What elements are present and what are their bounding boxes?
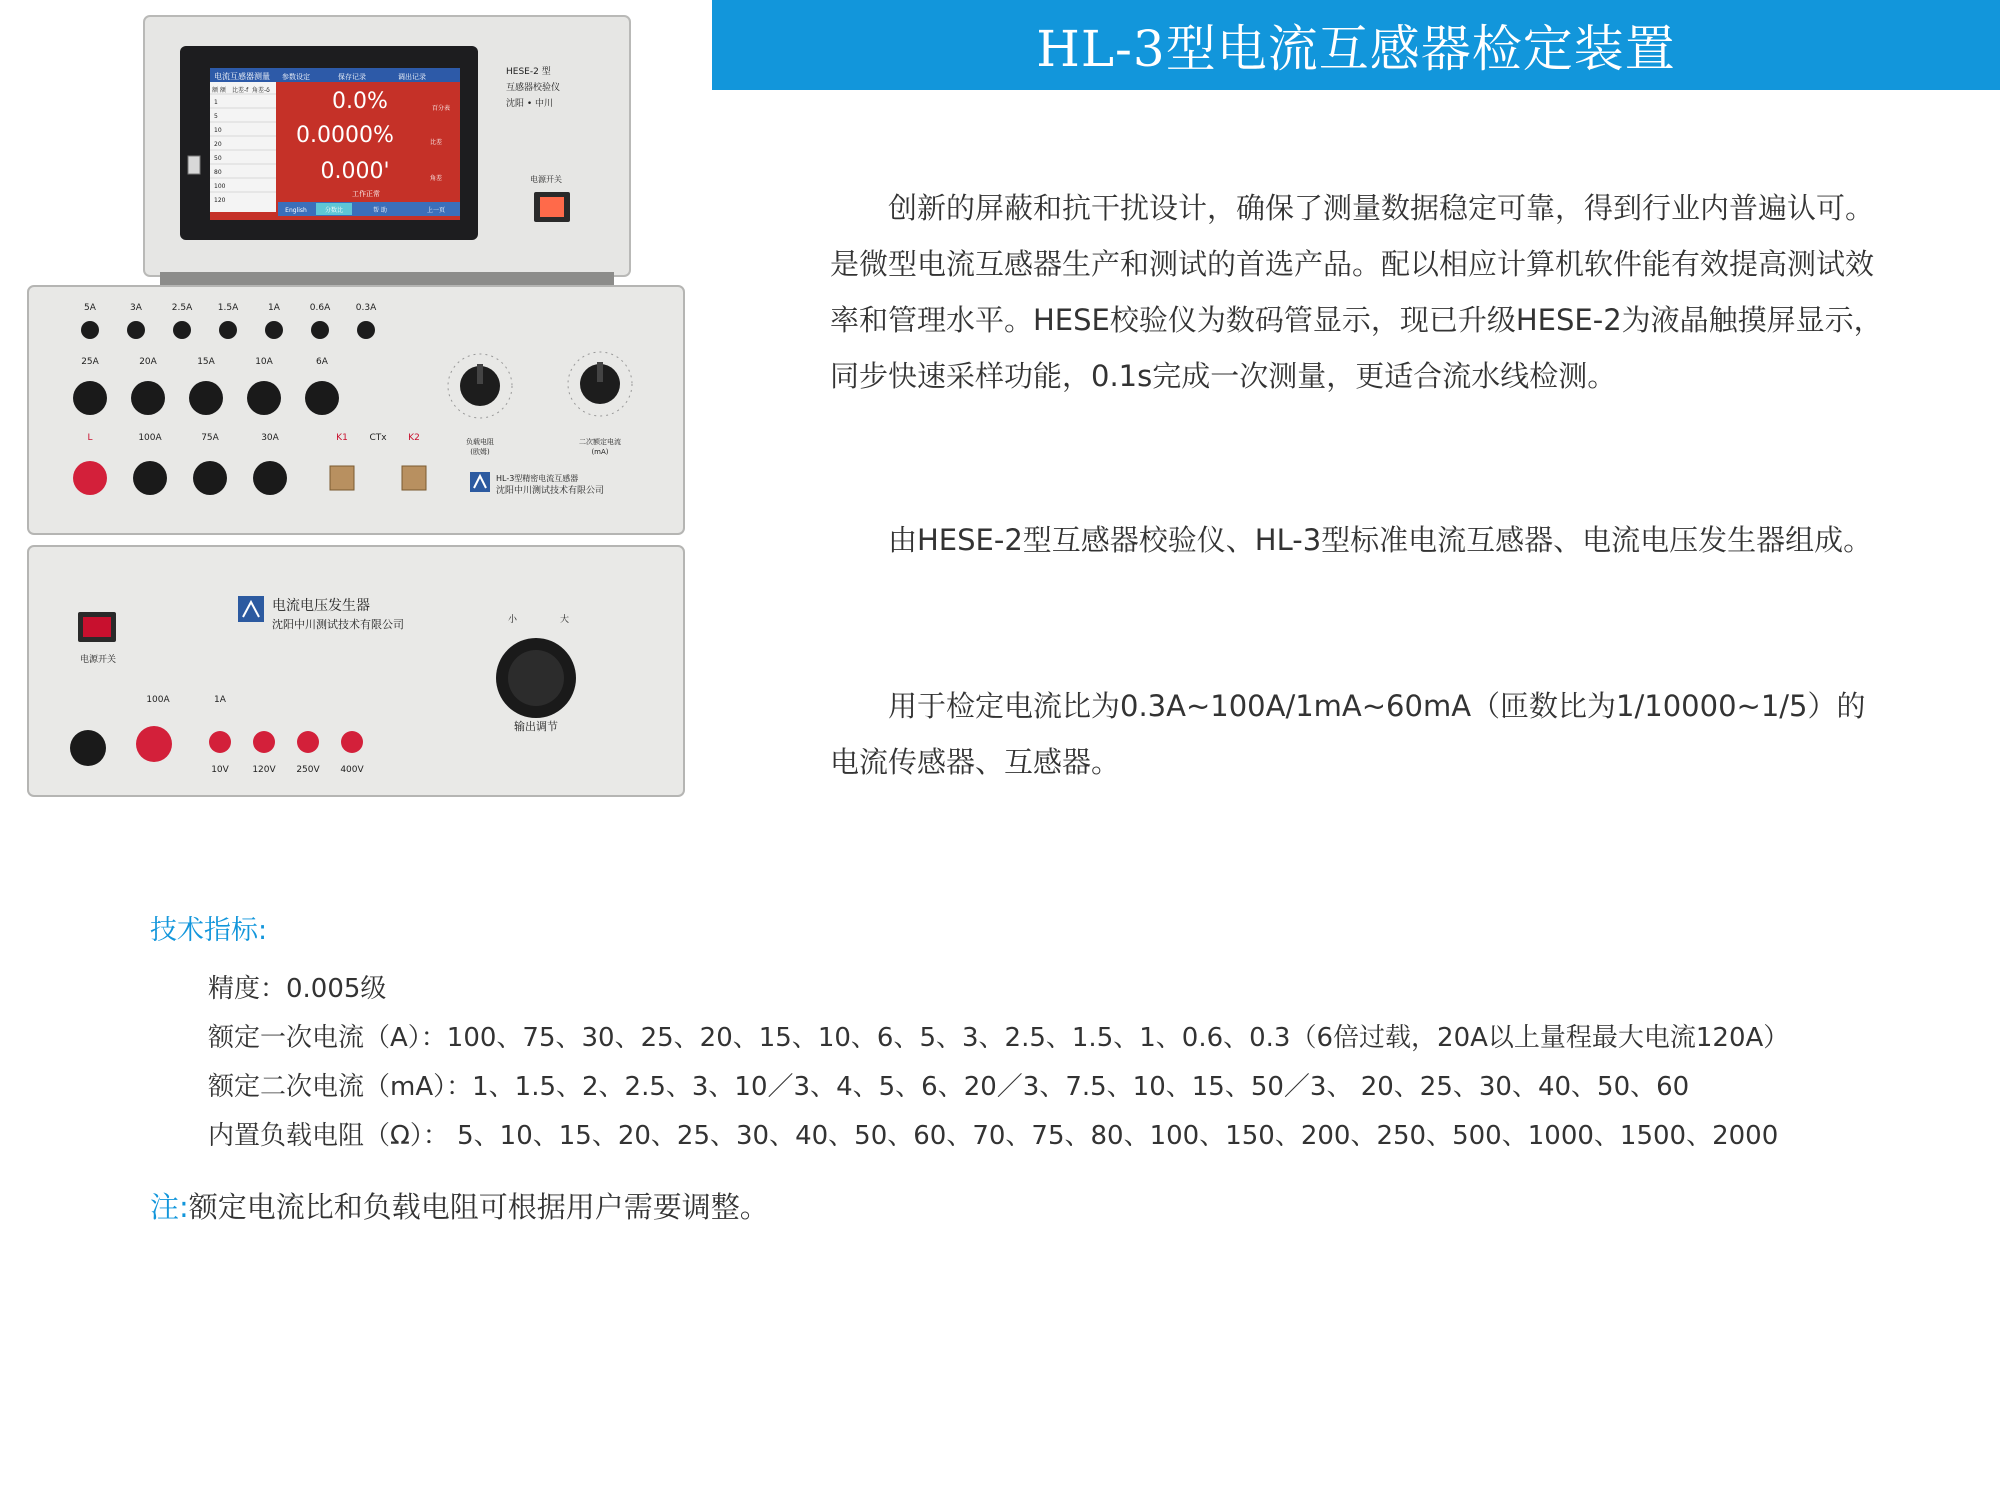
title-bar xyxy=(712,0,2000,90)
jack-terminal[interactable] xyxy=(173,321,191,339)
lcd-row-label: 5 xyxy=(214,113,218,120)
lcd-col-3: 角差-δ xyxy=(252,87,270,94)
terminal-label: 6A xyxy=(316,357,328,367)
spec-load-resistance: 内置负载电阻（Ω）： 5、10、15、20、25、30、40、50、60、70、75、80、100、150、200、250、500、1000、1500、2000 xyxy=(208,1121,1779,1151)
calibrator-unit xyxy=(144,16,630,288)
jack-label: 1A xyxy=(268,303,280,313)
jack-label: 1.5A xyxy=(217,303,239,313)
lcd-status: 工作正常 xyxy=(352,190,380,198)
jack-terminal[interactable] xyxy=(265,321,283,339)
lcd-btn-prev[interactable]: 上一页 xyxy=(426,207,446,214)
note xyxy=(150,1185,769,1226)
voltage-label: 120V xyxy=(252,765,276,775)
mid-brand-1: HL-3型精密电流互感器 xyxy=(496,474,579,483)
voltage-label: 400V xyxy=(340,765,364,775)
knob-max: 大 xyxy=(560,615,570,625)
lcd-btn-help[interactable]: 帮 助 xyxy=(373,207,387,214)
dial1-label: 负载电阻 xyxy=(466,438,494,446)
lcd-btn-english[interactable]: English xyxy=(285,207,307,214)
voltage-terminal[interactable] xyxy=(209,731,231,753)
binding-post[interactable] xyxy=(133,461,167,495)
voltage-label: 10V xyxy=(211,765,229,775)
jack-terminal[interactable] xyxy=(219,321,237,339)
mid-brand-2: 沈阳中川测试技术有限公司 xyxy=(496,486,605,496)
voltage-terminal[interactable] xyxy=(297,731,319,753)
description-paragraph-1: 创新的屏蔽和抗干扰设计，确保了测量数据稳定可靠，得到行业内普遍认可。 是微型电流互感器生产和测试的首选产品。配以相应计算机软件能有效提高测试效率和管理水平。HESE校验仪为数码管显示，现已升级HESE-2为液晶触摸屏显示，同步快速采样功能，0.1s完成一次测量，更适合流水线检测。 xyxy=(830,191,1883,393)
binding-post[interactable] xyxy=(189,381,223,415)
terminal-label: 25A xyxy=(81,357,99,367)
company-logo-icon xyxy=(238,596,264,622)
coax-connector[interactable] xyxy=(330,466,354,490)
description-paragraph-2: 由HESE-2型互感器校验仪、HL-3型标准电流互感器、电流电压发生器组成。 xyxy=(888,523,1873,557)
dial2-unit: (mA) xyxy=(591,448,609,456)
terminal-label: CTx xyxy=(369,433,387,443)
jack-terminal[interactable] xyxy=(127,321,145,339)
knob-min: 小 xyxy=(508,615,518,625)
voltage-terminal[interactable] xyxy=(253,731,275,753)
specifications xyxy=(150,908,1970,1161)
power-label-top: 电源开关 xyxy=(530,175,562,184)
terminal-label: 10A xyxy=(255,357,273,367)
voltage-terminal[interactable] xyxy=(341,731,363,753)
generator-unit xyxy=(28,546,684,796)
power-label-bottom: 电源开关 xyxy=(79,655,117,665)
binding-post[interactable] xyxy=(247,381,281,415)
jack-terminal[interactable] xyxy=(311,321,329,339)
lcd-tab-3[interactable]: 调出记录 xyxy=(398,73,426,81)
lcd-btn-fraction[interactable]: 分数比 xyxy=(324,207,344,214)
product-photo xyxy=(20,10,690,810)
jack-label: 0.6A xyxy=(309,303,331,313)
lcd-value-ratio: 0.0% xyxy=(332,89,388,114)
jack-label: 3A xyxy=(130,303,142,313)
lcd-row-label: 20 xyxy=(214,141,222,148)
terminal-label: K2 xyxy=(408,433,420,443)
lcd-tab-2[interactable]: 保存记录 xyxy=(338,73,366,81)
lcd-row-label: 120 xyxy=(214,197,226,204)
note-label: 注: xyxy=(150,1190,189,1224)
binding-post[interactable] xyxy=(131,381,165,415)
binding-post[interactable] xyxy=(253,461,287,495)
description-paragraph-3: 用于检定电流比为0.3A~100A/1mA~60mA（匝数比为1/10000~1/5）的电流传感器、互感器。 xyxy=(830,689,1866,779)
lcd-row-label: 80 xyxy=(214,169,222,176)
dial1-unit: (欧姆) xyxy=(470,448,490,456)
lcd-value-error: 0.0000% xyxy=(296,123,394,148)
dial2-label: 二次额定电流 xyxy=(579,438,621,446)
voltage-label: 250V xyxy=(296,765,320,775)
output-adjust-knob[interactable] xyxy=(496,638,576,718)
terminal-label: 75A xyxy=(201,433,219,443)
terminal-red-large[interactable] xyxy=(136,726,172,762)
lcd-unit-error: 比差 xyxy=(430,139,443,146)
standard-ct-unit xyxy=(28,286,684,534)
lcd-tab-1[interactable]: 参数设定 xyxy=(282,73,310,81)
lcd-value-angle: 0.000' xyxy=(320,159,390,184)
lcd-header: 电流互感器测量 xyxy=(214,72,270,81)
company-logo-icon xyxy=(470,472,490,492)
spec-accuracy: 精度：0.005级 xyxy=(208,974,387,1004)
terminal-label-100a: 100A xyxy=(146,695,170,705)
terminal-label: 30A xyxy=(261,433,279,443)
jack-label: 0.3A xyxy=(355,303,377,313)
generator-name: 电流电压发生器 xyxy=(272,598,370,614)
lcd-unit-angle: 角差 xyxy=(430,175,443,182)
lcd-row-label: 100 xyxy=(214,183,226,190)
spec-secondary-current: 额定二次电流（mA）：1、1.5、2、2.5、3、10／3、4、5、6、20／3、7.5、10、15、50／3、 20、25、30、40、50、60 xyxy=(208,1072,1690,1102)
jack-label: 2.5A xyxy=(171,303,193,313)
lcd-unit-ratio: 百分表 xyxy=(432,105,451,112)
binding-post[interactable] xyxy=(193,461,227,495)
lcd-row-label: 50 xyxy=(214,155,222,162)
page-title: HL-3型电流互感器检定装置 xyxy=(1036,20,1676,78)
terminal-black[interactable] xyxy=(70,730,106,766)
terminal-label: L xyxy=(87,433,93,443)
spec-primary-current: 额定一次电流（A）：100、75、30、25、20、15、10、6、5、3、2.5、1.5、1、0.6、0.3（6倍过载，20A以上量程最大电流120A） xyxy=(208,1023,1790,1053)
coax-connector[interactable] xyxy=(402,466,426,490)
terminal-label: 15A xyxy=(197,357,215,367)
terminal-label: K1 xyxy=(336,433,348,443)
binding-post[interactable] xyxy=(73,381,107,415)
lcd-col-2: 比差-f xyxy=(232,87,249,94)
knob-label: 输出调节 xyxy=(514,720,558,733)
binding-post[interactable] xyxy=(305,381,339,415)
calibrator-model: HESE-2 型 xyxy=(506,67,551,77)
jack-terminal[interactable] xyxy=(357,321,375,339)
terminal-label: 100A xyxy=(138,433,162,443)
binding-post[interactable] xyxy=(73,461,107,495)
terminal-label-1a: 1A xyxy=(214,695,226,705)
terminal-label: 20A xyxy=(139,357,157,367)
calibrator-maker: 沈阳 • 中川 xyxy=(506,99,554,109)
jack-label: 5A xyxy=(84,303,96,313)
generator-maker: 沈阳中川测试技术有限公司 xyxy=(272,618,404,631)
jack-terminal[interactable] xyxy=(81,321,99,339)
calibrator-name: 互感器校验仪 xyxy=(506,83,561,93)
note-text: 额定电流比和负载电阻可根据用户需要调整。 xyxy=(188,1190,769,1224)
lcd-col-1: 额 额 xyxy=(212,87,226,94)
specs-title: 技术指标: xyxy=(150,915,268,946)
lcd-row-label: 1 xyxy=(214,99,218,106)
lcd-row-label: 10 xyxy=(214,127,222,134)
